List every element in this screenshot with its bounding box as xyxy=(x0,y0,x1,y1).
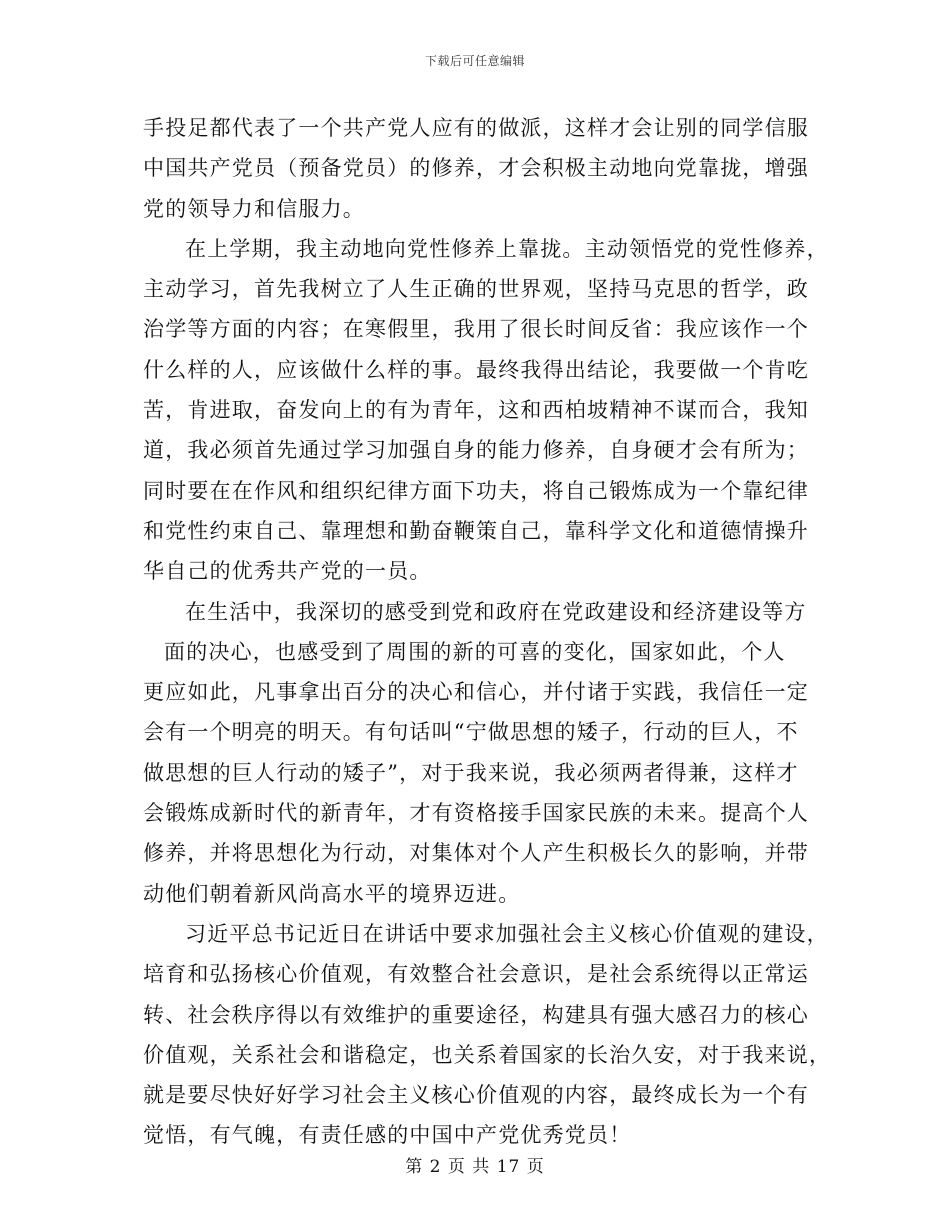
text-line: 苦，肯进取，奋发向上的有为青年，这和西柏坡精神不谋而合，我知 xyxy=(143,398,809,423)
paragraph-start-line: 在上学期，我主动地向党性修养上靠拢。主动领悟党的党性修养， xyxy=(185,236,829,261)
text-line: 修养，并将思想化为行动，对集体对个人产生积极长久的影响，并带 xyxy=(143,841,809,866)
text-line: 主动学习，首先我树立了人生正确的世界观，坚持马克思的哲学，政 xyxy=(143,277,809,302)
text-line: 动他们朝着新风尚高水平的境界迈进。 xyxy=(143,881,521,906)
page-header-note: 下载后可任意编辑 xyxy=(424,54,525,68)
text-line: 会锻炼成新时代的新青年，才有资格接手国家民族的未来。提高个人 xyxy=(143,801,809,826)
text-line: 党的领导力和信服力。 xyxy=(143,196,365,221)
text-line: 转、社会秩序得以有效维护的重要途径，构建具有强大感召力的核心 xyxy=(143,1002,809,1027)
text-line: 同时要在在作风和组织纪律方面下功夫，将自己锻炼成为一个靠纪律 xyxy=(143,478,809,503)
text-line: 价值观，关系社会和谐稳定，也关系着国家的长治久安，对于我来说， xyxy=(143,1042,832,1067)
page-number-footer: 第 2 页 共 17 页 xyxy=(405,1157,545,1177)
text-line: 道，我必须首先通过学习加强自身的能力修养，自身硬才会有所为； xyxy=(143,438,809,463)
paragraph-start-line: 习近平总书记近日在讲话中要求加强社会主义核心价值观的建设， xyxy=(185,921,829,946)
text-line: 觉悟，有气魄，有责任感的中国中产党优秀党员！ xyxy=(143,1123,632,1148)
text-line: 和党性约束自己、靠理想和勤奋鞭策自己，靠科学文化和道德情操升 xyxy=(143,518,809,543)
document-body xyxy=(143,108,832,1156)
text-line: 做思想的巨人行动的矮子”，对于我来说，我必须两者得兼，这样才 xyxy=(143,760,799,785)
text-line: 就是要尽快好好学习社会主义核心价值观的内容，最终成长为一个有 xyxy=(143,1083,809,1108)
text-line: 培育和弘扬核心价值观，有效整合社会意识，是社会系统得以正常运 xyxy=(143,962,809,987)
text-line: 会有一个明亮的明天。有句话叫“宁做思想的矮子，行动的巨人，不 xyxy=(143,720,799,745)
text-line: 什么样的人，应该做什么样的事。最终我得出结论，我要做一个肯吃 xyxy=(143,357,809,382)
text-line: 华自己的优秀共产党的一员。 xyxy=(143,559,432,584)
text-line: 治学等方面的内容；在寒假里，我用了很长时间反省：我应该作一个 xyxy=(143,317,809,342)
text-line: 面的决心，也感受到了周围的新的可喜的变化，国家如此，个人 xyxy=(164,639,786,664)
text-line: 中国共产党员（预备党员）的修养，才会积极主动地向党靠拢，增强 xyxy=(143,156,809,181)
text-line: 更应如此，凡事拿出百分的决心和信心，并付诸于实践，我信任一定 xyxy=(143,680,809,705)
paragraph-start-line: 在生活中，我深切的感受到党和政府在党政建设和经济建设等方 xyxy=(185,599,807,624)
text-line: 手投足都代表了一个共产党人应有的做派，这样才会让别的同学信服 xyxy=(143,116,809,140)
